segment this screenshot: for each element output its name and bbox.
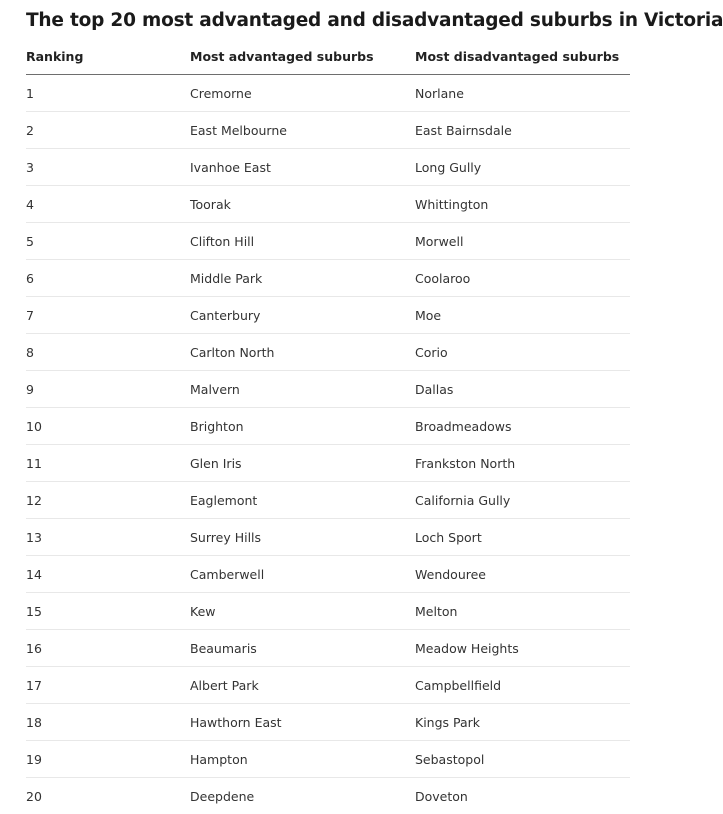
advantaged-suburb-cell: Albert Park [190,667,415,704]
advantaged-suburb-cell: Carlton North [190,334,415,371]
ranking-cell: 14 [26,556,190,593]
disadvantaged-suburb-cell: Kings Park [415,704,630,741]
table-row [26,778,630,814]
advantaged-suburb-cell: Hampton [190,741,415,778]
ranking-cell: 16 [26,630,190,667]
advantaged-suburb-cell: Middle Park [190,260,415,297]
advantaged-suburb-cell: Malvern [190,371,415,408]
table-row [26,297,630,334]
advantaged-suburb-cell: Deepdene [190,778,415,814]
ranking-cell: 12 [26,482,190,519]
table-row [26,112,630,149]
advantaged-suburb-cell: Brighton [190,408,415,445]
ranking-cell: 20 [26,778,190,814]
table-row [26,482,630,519]
advantaged-suburb-cell: Kew [190,593,415,630]
disadvantaged-suburb-cell: Broadmeadows [415,408,630,445]
disadvantaged-suburb-cell: Whittington [415,186,630,223]
table-row [26,630,630,667]
disadvantaged-suburb-cell: Melton [415,593,630,630]
disadvantaged-suburb-cell: Moe [415,297,630,334]
disadvantaged-suburb-cell: Campbellfield [415,667,630,704]
header-most-advantaged: Most advantaged suburbs [190,39,415,75]
advantaged-suburb-cell: East Melbourne [190,112,415,149]
ranking-cell: 19 [26,741,190,778]
disadvantaged-suburb-cell: Sebastopol [415,741,630,778]
table-header-row [26,39,630,75]
header-most-disadvantaged: Most disadvantaged suburbs [415,39,630,75]
advantaged-suburb-cell: Glen Iris [190,445,415,482]
disadvantaged-suburb-cell: Loch Sport [415,519,630,556]
ranking-cell: 9 [26,371,190,408]
table-row [26,260,630,297]
table-row [26,556,630,593]
disadvantaged-suburb-cell: Dallas [415,371,630,408]
table-row [26,519,630,556]
ranking-cell: 3 [26,149,190,186]
disadvantaged-suburb-cell: East Bairnsdale [415,112,630,149]
table-row [26,593,630,630]
advantaged-suburb-cell: Surrey Hills [190,519,415,556]
disadvantaged-suburb-cell: Meadow Heights [415,630,630,667]
ranking-cell: 11 [26,445,190,482]
table-row [26,75,630,112]
advantaged-suburb-cell: Ivanhoe East [190,149,415,186]
table-row [26,334,630,371]
ranking-cell: 2 [26,112,190,149]
ranking-cell: 5 [26,223,190,260]
table-row [26,741,630,778]
ranking-cell: 4 [26,186,190,223]
disadvantaged-suburb-cell: Coolaroo [415,260,630,297]
ranking-cell: 7 [26,297,190,334]
ranking-cell: 8 [26,334,190,371]
ranking-cell: 17 [26,667,190,704]
table-row [26,704,630,741]
disadvantaged-suburb-cell: California Gully [415,482,630,519]
disadvantaged-suburb-cell: Long Gully [415,149,630,186]
disadvantaged-suburb-cell: Norlane [415,75,630,112]
advantaged-suburb-cell: Canterbury [190,297,415,334]
table-row [26,223,630,260]
ranking-cell: 13 [26,519,190,556]
advantaged-suburb-cell: Eaglemont [190,482,415,519]
table-row [26,149,630,186]
advantaged-suburb-cell: Toorak [190,186,415,223]
advantaged-suburb-cell: Hawthorn East [190,704,415,741]
table-row [26,186,630,223]
disadvantaged-suburb-cell: Frankston North [415,445,630,482]
table-row [26,667,630,704]
advantaged-suburb-cell: Beaumaris [190,630,415,667]
ranking-cell: 18 [26,704,190,741]
table-title: The top 20 most advantaged and disadvantaged suburbs in Victoria [26,10,723,31]
advantaged-suburb-cell: Camberwell [190,556,415,593]
advantaged-suburb-cell: Cremorne [190,75,415,112]
disadvantaged-suburb-cell: Corio [415,334,630,371]
ranking-cell: 1 [26,75,190,112]
disadvantaged-suburb-cell: Doveton [415,778,630,814]
disadvantaged-suburb-cell: Morwell [415,223,630,260]
disadvantaged-suburb-cell: Wendouree [415,556,630,593]
table-row [26,408,630,445]
header-ranking: Ranking [26,39,190,75]
suburbs-table [26,39,630,814]
ranking-cell: 15 [26,593,190,630]
table-row [26,371,630,408]
table-row [26,445,630,482]
advantaged-suburb-cell: Clifton Hill [190,223,415,260]
ranking-cell: 10 [26,408,190,445]
ranking-cell: 6 [26,260,190,297]
